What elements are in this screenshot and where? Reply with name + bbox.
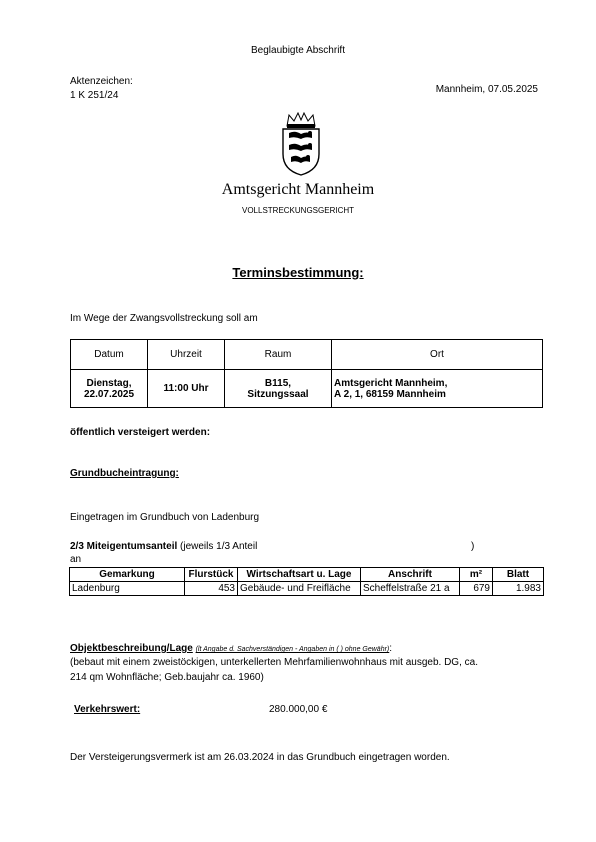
schedule-place <box>332 370 543 408</box>
coat-of-arms-icon <box>279 112 323 176</box>
file-reference-label: Aktenzeichen: <box>70 76 133 87</box>
intro-text: Im Wege der Zwangsvollstreckung soll am <box>70 313 258 324</box>
land-col-gemarkung: Gemarkung <box>70 568 185 582</box>
schedule-date-value: 22.07.2025 <box>83 388 135 400</box>
document-type: Beglaubigte Abschrift <box>251 45 345 56</box>
share-amount: 2/3 Miteigentumsanteil <box>70 541 178 552</box>
land-col-area: m² <box>460 568 493 582</box>
schedule-header-date: Datum <box>71 340 148 370</box>
schedule-place-court: Amtsgericht Mannheim, <box>334 377 448 389</box>
land-register-entry: Eingetragen im Grundbuch von Ladenburg <box>70 512 260 523</box>
object-heading: Objektbeschreibung/Lage <box>70 643 193 654</box>
land-cell-flurstueck: 453 <box>185 582 238 596</box>
land-col-wirtschaftsart: Wirtschaftsart u. Lage <box>238 568 361 582</box>
share-an: an <box>70 554 82 565</box>
land-register-heading: Grundbucheintragung: <box>70 468 179 479</box>
land-cell-blatt: 1.983 <box>493 582 544 596</box>
schedule-date-weekday: Dienstag, <box>86 377 132 389</box>
share-detail: (jeweils 1/3 Anteil <box>177 541 258 552</box>
land-col-flurstueck: Flurstück <box>185 568 238 582</box>
object-note-tail: : <box>389 643 393 654</box>
schedule-header-room: Raum <box>225 340 332 370</box>
schedule-room <box>225 370 332 408</box>
share-close: ) <box>471 541 475 552</box>
land-register-table <box>69 567 544 596</box>
land-cell-anschrift: Scheffelstraße 21 a <box>361 582 460 596</box>
land-table-header-row <box>70 568 544 582</box>
land-cell-area: 679 <box>460 582 493 596</box>
object-heading-line <box>70 643 392 654</box>
auction-text: öffentlich versteigert werden: <box>70 427 211 438</box>
schedule-time: 11:00 Uhr <box>148 370 225 408</box>
schedule-header-time: Uhrzeit <box>148 340 225 370</box>
schedule-header-place: Ort <box>332 340 543 370</box>
place-date: Mannheim, 07.05.2025 <box>435 84 538 95</box>
land-col-anschrift: Anschrift <box>361 568 460 582</box>
share-line <box>70 541 257 552</box>
land-col-blatt: Blatt <box>493 568 544 582</box>
object-description-line2: 214 qm Wohnfläche; Geb.baujahr ca. 1960) <box>70 672 264 683</box>
table-row <box>70 582 544 596</box>
court-division: VOLLSTRECKUNGSGERICHT <box>241 206 355 215</box>
market-value-label: Verkehrswert: <box>74 704 141 715</box>
schedule-place-address: A 2, 1, 68159 Mannheim <box>334 388 446 400</box>
file-reference: 1 K 251/24 <box>70 90 119 101</box>
object-description-line1: (bebaut mit einem zweistöckigen, unterkellerten Mehrfamilienwohnhaus mit ausgeb. DG, ca. <box>70 657 478 668</box>
land-cell-gemarkung: Ladenburg <box>70 582 185 596</box>
schedule-room-name: Sitzungssaal <box>247 388 309 400</box>
footer-text: Der Versteigerungsvermerk ist am 26.03.2024 in das Grundbuch eingetragen worden. <box>70 752 450 763</box>
schedule-table <box>70 339 543 408</box>
page-title: Terminsbestimmung: <box>232 265 364 280</box>
schedule-date <box>71 370 148 408</box>
object-note: (lt Angabe d. Sachverständigen - Angaben in ( ) ohne Gewähr) <box>195 646 390 653</box>
court-name: Amtsgericht Mannheim <box>221 181 375 198</box>
land-cell-wirtschaftsart: Gebäude- und Freifläche <box>238 582 361 596</box>
market-value-amount: 280.000,00 € <box>269 704 328 715</box>
schedule-room-number: B115, <box>264 377 292 389</box>
